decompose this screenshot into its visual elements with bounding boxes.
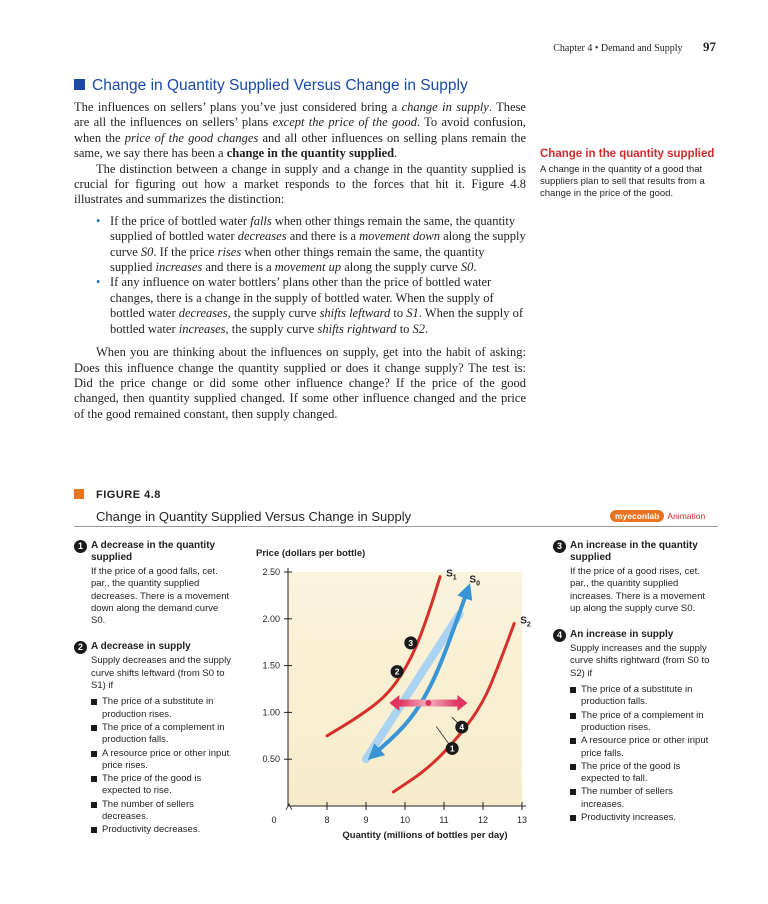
number-circle-icon: 2 (74, 641, 87, 654)
note-list (553, 684, 718, 824)
marker-label-3: 3 (408, 637, 414, 648)
marker-label-4: 4 (459, 722, 465, 733)
y-axis-label: Price (dollars per bottle) (256, 548, 366, 559)
note-text: Supply decreases and the supply curve shifts leftward (from S0 to S1) if (91, 655, 231, 692)
right-note-4 (553, 629, 718, 824)
note-list-item: The price of a substitute in production rises. (91, 696, 234, 721)
y-tick-label-1.50: 1.50 (262, 660, 280, 671)
paragraph-2: The distinction between a change in supply and a change in the quantity supplied is crucial for figuring out how a market responds to the forces that hit it. Figure 4.8 illustrates and summarizes the distinction: (74, 161, 526, 207)
note-list-item: The price of the good is expected to fall. (570, 761, 718, 786)
paragraph-3: When you are thinking about the influences on supply, get into the habit of asking: Does this influence change the quantity supplied or does it change supply? The test is: Did the price change or did some other influence change? If the price of the good changed, then quantity supplied changed. If some other influence changed and the price of the good remained constant, then supply changed. (74, 345, 526, 421)
figure-title: Change in Quantity Supplied Versus Change in Supply (96, 509, 412, 524)
figure-square-icon (74, 489, 84, 499)
note-heading: 3 An increase in the quantity supplied (553, 540, 718, 564)
number-circle-icon: 3 (553, 540, 566, 553)
figure-chart (240, 530, 540, 850)
note-list-item: Productivity increases. (570, 812, 718, 824)
curve-label-s1: $S_1$ (446, 568, 457, 582)
note-heading: 4 An increase in supply (553, 629, 718, 641)
left-note-1 (74, 540, 234, 627)
section-square-icon (74, 79, 85, 90)
note-list-item: The price of a complement in production falls. (91, 722, 234, 747)
note-text: If the price of a good falls, cet. par., the quantity supplied decreases. There is a movement down along the demand curve S0. (91, 566, 230, 627)
figure-rule (74, 526, 718, 527)
note-heading: 1 A decrease in the quantity supplied (74, 540, 234, 564)
x-tick-label-11: 11 (439, 815, 449, 825)
figure-label: FIGURE 4.8 (74, 489, 161, 501)
note-list-item: The price of the good is expected to rise. (91, 773, 234, 798)
margin-term: Change in the quantity supplied (540, 148, 715, 160)
curve-label-s2: $S_2$ (520, 615, 531, 629)
bullet-1: • If the price of bottled water falls when other things remain the same, the quantity supplied of bottled water decreases and there is a movement down along the supply curve S0. If the price rises when other things remain the same, the quantity supplied increases and there is a movement up along the supply curve S0. (88, 214, 526, 276)
myeconlab-logo[interactable] (610, 510, 705, 522)
y-tick-label-1.00: 1.00 (262, 707, 280, 718)
left-note-2 (74, 641, 234, 836)
x-tick-label-8: 8 (324, 815, 330, 825)
right-notes (553, 540, 718, 838)
note-list (74, 696, 234, 836)
x-tick-label-13: 13 (516, 815, 528, 825)
margin-note (540, 148, 720, 200)
y-tick-label-0.50: 0.50 (262, 754, 280, 765)
bullet-list (88, 214, 526, 337)
shift-arrow-body-2 (399, 700, 428, 707)
myeconlab-badge: myeconlab (610, 510, 664, 522)
margin-definition: A change in the quantity of a good that suppliers plan to sell that results from a change in the price of the good. (540, 164, 705, 199)
section-title: Change in Quantity Supplied Versus Change in Supply (74, 77, 468, 95)
note-text: Supply increases and the supply curve shifts rightward (from S0 to S2) if (570, 643, 710, 679)
marker-label-2: 2 (394, 666, 400, 677)
curve-label-s0: $S_0$ (469, 574, 480, 588)
running-head (553, 39, 716, 55)
note-heading: 2 A decrease in supply (74, 641, 234, 653)
origin-label: 0 (271, 815, 277, 825)
note-text: If the price of a good rises, cet. par., the quantity supplied increases. There is a movement up along the supply curve S0. (570, 566, 705, 614)
paragraph-1: The influences on sellers’ plans you’ve just considered bring a change in supply. These are all the influences on sellers’ plans except the price of the good. To avoid confusion, when the price of the good changes and all other influences on selling plans remain the same, we say there has been a change in the quantity supplied. (74, 100, 526, 161)
y-tick-label-2.50: 2.50 (262, 567, 280, 577)
x-tick-label-12: 12 (477, 815, 489, 825)
x-axis-label: Quantity (millions of bottles per day) (342, 830, 508, 841)
bullet-2: • If any influence on water bottlers’ plans other than the price of bottled water changes, there is a change in the supply of bottled water. When the supply of bottled water decreases, the supply curve shifts leftward to S1. When the supply of bottled water increases, the supply curve shifts rightward to S2. (88, 275, 526, 337)
note-list-item: The number of sellers increases. (570, 786, 718, 811)
x-tick-label-10: 10 (399, 815, 411, 825)
supply-chart-svg (240, 530, 540, 850)
y-tick-label-2.00: 2.00 (262, 613, 280, 624)
equilibrium-point (425, 700, 431, 706)
animation-link[interactable]: Animation (667, 511, 706, 521)
left-notes (74, 540, 234, 851)
number-circle-icon: 4 (553, 629, 566, 642)
note-list-item: A resource price or other input price falls. (570, 735, 718, 760)
shift-arrow-body-4 (428, 700, 457, 707)
x-tick-label-9: 9 (363, 815, 369, 825)
note-list-item: A resource price or other input price rises. (91, 748, 234, 773)
right-note-3 (553, 540, 718, 615)
note-list-item: Productivity decreases. (91, 824, 234, 836)
plot-background (288, 572, 522, 806)
note-list-item: The price of a complement in production rises. (570, 710, 718, 735)
page-number: 97 (703, 39, 716, 54)
marker-label-1: 1 (449, 743, 455, 754)
note-list-item: The price of a substitute in production falls. (570, 684, 718, 709)
note-list-item: The number of sellers decreases. (91, 799, 234, 824)
chapter-title: Chapter 4 • Demand and Supply (553, 43, 683, 54)
number-circle-icon: 1 (74, 540, 87, 553)
body-text (74, 100, 526, 422)
